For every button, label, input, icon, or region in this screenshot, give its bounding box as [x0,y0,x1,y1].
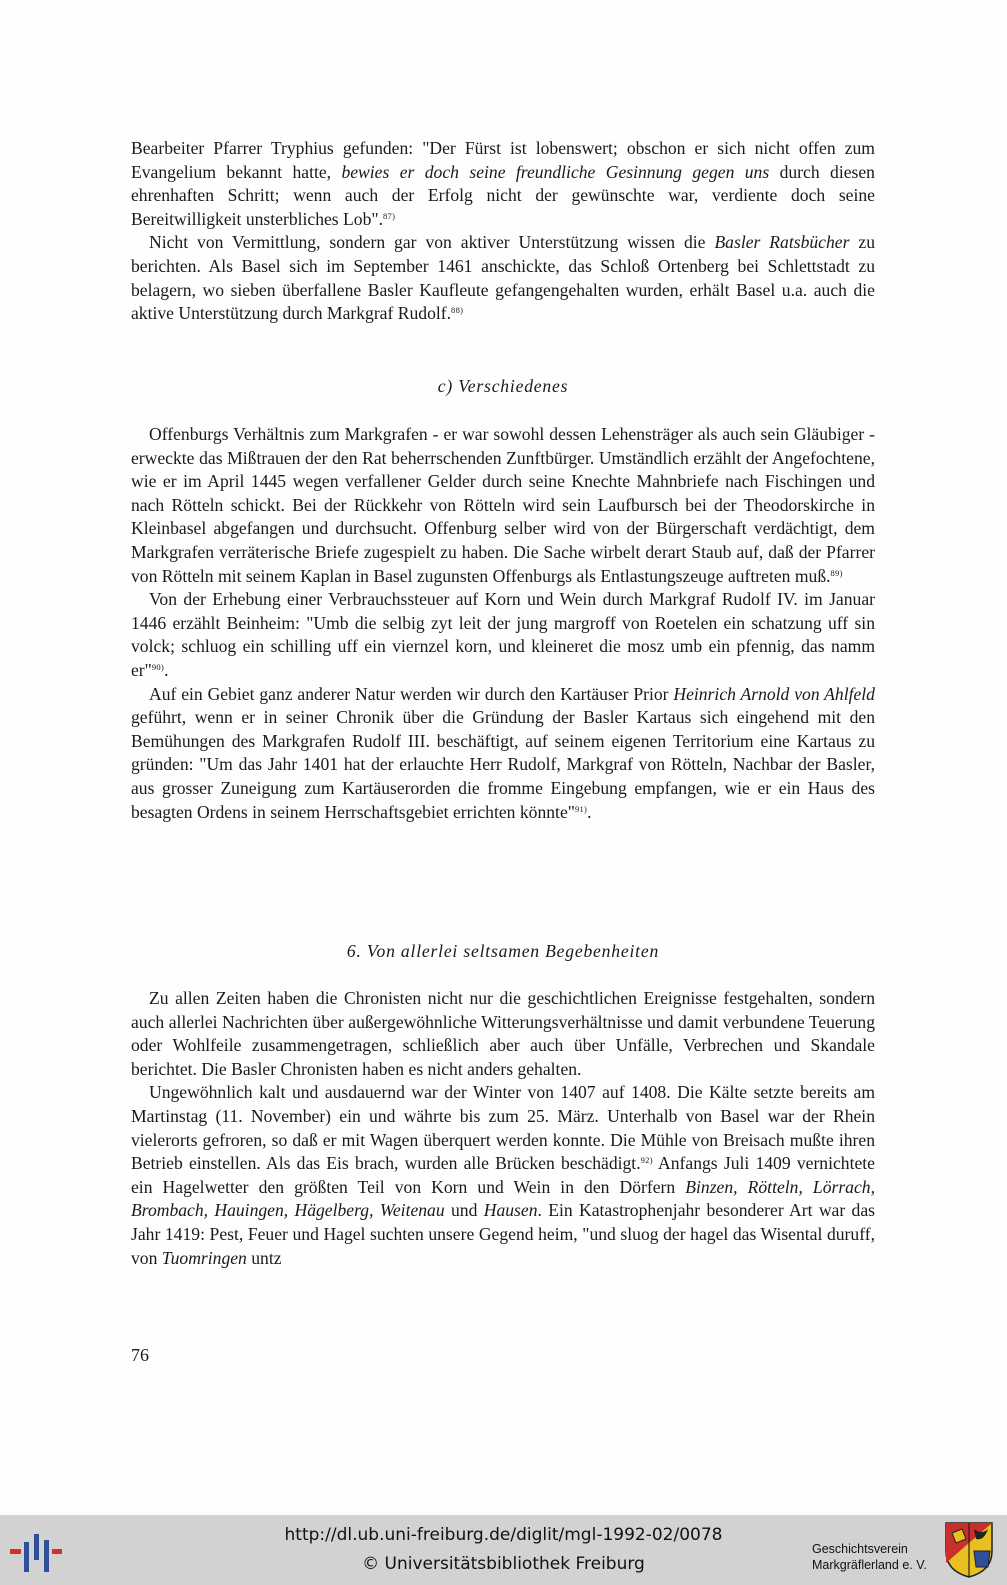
text-run: . [164,659,169,680]
italic-text: Basler Ratsbücher [714,232,850,253]
page-number: 76 [131,1345,149,1365]
text-run: zu berichten. Als Basel sich im September 1461 anschickte, das Schloß Ortenberg bei Schlettstadt zu belagern, wo sieben überfallene Basler Kaufleute gefangengehalten wurden, erhält Basel u.a. auch die aktive Unterstützung durch Markgraf Rudolf. [131,232,875,324]
section-c-body [131,423,875,824]
footer-bar [0,1515,1007,1585]
footnote-ref: 90) [151,661,165,672]
org-name-line: Geschichtsverein [812,1542,908,1556]
text-run: Anfangs Juli 1409 vernichtete ein Hagelwetter den größten Teil von Korn und Wein in den Dörfern [131,1153,875,1197]
paragraph [131,231,875,325]
italic-text: Binzen, Rötteln, Lörrach, Brombach, Hauingen, Hägelberg, Weitenau [131,1176,875,1221]
italic-text: Hausen [483,1200,538,1221]
text-run: Von der Erhebung einer Verbrauchssteuer auf Korn und Wein durch Markgraf Rudolf IV. im Januar 1446 erzählt Beinheim: "Umb die selbig zyt leit der jung margroff von Roetelen ein schatzung uff sin volck; schluog ein schilling uff ein viernzel korn, und kleineret die mosz umb ein pfennig, das namm er" [131,589,875,680]
text-run: Bearbeiter Pfarrer Tryphius gefunden: "Der Fürst ist lobenswert; obschon er sich nicht offen zum Evangelium bekannt hatte, [131,138,875,182]
text-run: und [444,1200,484,1221]
footer-organization [812,1541,927,1573]
text-run: untz [246,1247,282,1268]
paragraph [131,1081,875,1270]
text-run: durch diesen ehrenhaften Schritt; wenn auch der Erfolg nicht der gewünschte war, verdiente doch seine Bereitwilligkeit unsterbliches Lob". [131,161,875,229]
footnote-ref: 92) [640,1155,653,1166]
footnote-ref: 89) [830,567,843,578]
paragraph [131,137,875,231]
text-run: geführt, wenn er in seiner Chronik über die Gründung der Basler Kartaus sich eingehend mit den Bemühungen des Markgrafen Rudolf III. beschäftigt, auf seinem eigenen Territorium eine Kartaus zu gründen: "Um das Jahr 1401 hat der erlauchte Herr Rudolf, Markgraf von Rötteln, Nachbar der Basler, aus grosser Zuneigung zum Kartäuserorden die fromme Eingebung empfangen, wie er ein Haus des besagten Ordens in seinem Herrschaftsgebiet errichten könnte" [131,707,875,822]
org-name-line: Markgräflerland e. V. [812,1558,927,1572]
paragraph [131,683,875,825]
text-run: Zu allen Zeiten haben die Chronisten nicht nur die geschichtlichen Ereignisse festgehalten, sondern auch allerlei Nachrichten über außergewöhnliche Witterungsverhältnisse und damit verbundene Teuerung oder Wohlfeile zusammengetragen, schließlich aber auch über Unfälle, Verbrechen und Skandale berichtet. Die Basler Chronisten haben es nicht anders gehalten. [131,988,875,1079]
footer-url-link[interactable]: http://dl.ub.uni-freiburg.de/diglit/mgl-1992-02/0078 [284,1525,723,1545]
footnote-ref: 87) [382,210,396,221]
coat-of-arms-icon [944,1521,994,1579]
text-run: Offenburgs Verhältnis zum Markgrafen - er war sowohl dessen Lehensträger als auch sein Gläubiger - erweckte das Mißtrauen der den Rat beherrschenden Zunftbürger. Umständlich erzählt der Angefochtene, wie er im April 1445 wegen verfallener Gelder durch seine Knechte Mahnbriefe nach Fischingen und nach Rötteln schickt. Bei der Rückkehr von Rötteln wird sein Laufbursch bei der Theodorskirche in Kleinbasel abgefangen und durchsucht. Offenburg selber wird von der Bürgerschaft verdächtigt, dem Markgrafen verräterische Briefe zugespielt zu haben. Die Sache wirbelt derart Staub auf, daß der Pfarrer von Rötteln mit seinem Kaplan in Basel zugunsten Offenburgs als Entlastungszeuge auftreten muß. [131,424,875,586]
text-run: Ungewöhnlich kalt und ausdauernd war der Winter von 1407 auf 1408. Die Kälte setzte bereits am Martinstag (11. November) ein und währte bis zum 25. März. Unterhalb von Basel war der Rhein vielerorts gefroren, so daß er mit Wagen überquert werden konnte. Die Mühle von Breisach mußte ihren Betrieb einstellen. Als das Eis brach, wurden alle Brücken beschädigt. [131,1082,875,1174]
italic-text: Heinrich Arnold von Ahlfeld [673,683,875,704]
footer-copyright: © Universitätsbibliothek Freiburg [362,1554,645,1574]
section-heading: 6. Von allerlei seltsamen Begebenheiten [346,941,660,961]
text-run: . Ein Katastrophenjahr besonderer Art war das Jahr 1419: Pest, Feuer und Hagel suchten unsere Gegend heim, "und sluog der hagel das Wisental duruff, von [131,1200,875,1268]
paragraph [131,423,875,588]
section-6-body [131,987,875,1270]
text-run: Auf ein Gebiet ganz anderer Natur werden wir durch den Kartäuser Prior [149,683,674,704]
italic-text: bewies er doch seine freundliche Gesinnung gegen uns [341,161,770,182]
italic-text: Tuomringen [161,1247,247,1268]
text-run: Nicht von Vermittlung, sondern gar von aktiver Unterstützung wissen die [149,232,715,253]
paragraph [131,987,875,1081]
footnote-ref: 91) [574,803,588,814]
text-run: . [587,801,592,822]
paragraph [131,588,875,682]
section-a-body [131,137,875,326]
section-heading: c) Verschiedenes [437,376,569,396]
footnote-ref: 88) [451,305,464,316]
